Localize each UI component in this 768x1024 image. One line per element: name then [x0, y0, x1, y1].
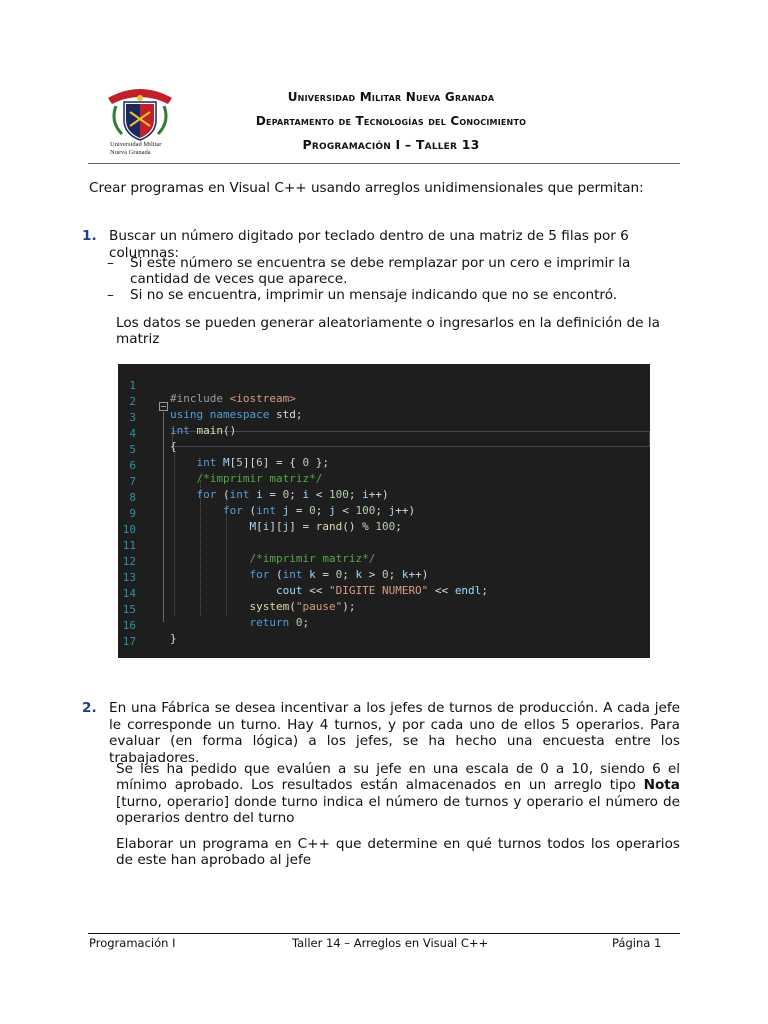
line-number: 15 [122, 603, 136, 616]
code-line: 15 return 0; [122, 603, 310, 629]
code-line: 14 system("pause"); [122, 587, 356, 613]
fold-guide [163, 412, 164, 622]
code-line: 4 { [118, 414, 145, 430]
line-number: 16 [122, 619, 136, 632]
line-number: 2 [129, 395, 136, 408]
bullet-dash: – [107, 287, 114, 303]
bullet-dash: – [107, 255, 114, 271]
code-line: 5 int M[5][6] = { 0 }; [118, 430, 145, 446]
item2-paragraph-1-end: [turno, operario] donde turno indica el número de turnos y operario el número de operarios dentro del turno [116, 793, 680, 827]
collapse-icon [159, 402, 168, 411]
line-number: 1 [129, 379, 136, 392]
header-divider [88, 163, 680, 164]
code-line: 7 for (int i = 0; i < 100; i++) [118, 462, 145, 478]
university-title: Universidad Militar Nueva Granada [287, 90, 495, 104]
code-screenshot [118, 364, 650, 658]
footer-right: Página 1 [612, 936, 662, 950]
item1-number: 1. [82, 228, 97, 244]
item1-bullet-2: Si no se encuentra, imprimir un mensaje indicando que no se encontró. [130, 287, 618, 303]
item2-text: En una Fábrica se desea incentivar a los jefes de turnos de producción. A cada jefe le corresponde un turno. Hay 4 turnos, y por cada uno de ellos 5 operarios. Para evaluar (en forma lógica) a los jefes, se ha hecho una encuesta entre los trabajadores. [109, 700, 680, 766]
line-number: 17 [122, 635, 136, 648]
code-line: 9 M[i][j] = rand() % 100; [118, 494, 145, 510]
line-number: 13 [122, 571, 136, 584]
logo-text-line1: Universidad Militar [110, 141, 162, 148]
code-line: 6 /*imprimir matriz*/ [118, 446, 145, 462]
line-number: 3 [129, 411, 136, 424]
code-line: 13 cout << "DIGITE NUMERO" << endl; [122, 571, 488, 597]
code-line: 8 for (int j = 0; j < 100; j++) [118, 478, 145, 494]
code-line [118, 622, 145, 648]
line-number: 14 [122, 587, 136, 600]
item2-paragraph-2: Elaborar un programa en C++ que determine en qué turnos todos los operarios de este han aprobado al jefe [116, 836, 680, 869]
item2-paragraph-1 [116, 761, 680, 827]
code-line: 2 using namespace std; [118, 382, 145, 398]
intro-text: Crear programas en Visual C++ usando arreglos unidimensionales que permitan: [89, 180, 644, 196]
line-number: 6 [129, 459, 136, 472]
line-number: 8 [129, 491, 136, 504]
logo-text [110, 141, 182, 156]
logo-text-line2: Nueva Granada [110, 148, 151, 156]
line-number: 12 [122, 555, 136, 568]
code-line: 16 } [122, 619, 177, 645]
line-number: 10 [122, 523, 136, 536]
line-number: 11 [122, 539, 136, 552]
code-line: 11 /*imprimir matriz*/ [122, 539, 376, 565]
nota-keyword: Nota [643, 777, 680, 794]
code-line: 1 #include <iostream> [118, 366, 145, 382]
current-line-highlight [172, 431, 650, 447]
footer-left: Programación I [89, 936, 176, 950]
item2-paragraph-1-start: Se les ha pedido que evalúen a su jefe en una escala de 0 a 10, siendo 6 el mínimo aprobado. Los resultados están almacenados en un arreglo tipo [116, 761, 680, 794]
code-line: 12 for (int k = 0; k > 0; k++) [122, 555, 429, 581]
item1-bullet-1: Si este número se encuentra se debe remplazar por un cero e imprimir la cantidad de veces que aparece. [130, 255, 631, 288]
course-title: Programación I – Taller 13 [302, 137, 480, 152]
footer-divider [88, 933, 680, 934]
line-number: 7 [129, 475, 136, 488]
department-title: Departamento de Tecnologías del Conocimiento [255, 114, 527, 128]
code-line: 3 int main() [118, 398, 145, 414]
line-number: 9 [129, 507, 136, 520]
item2-number: 2. [82, 700, 97, 716]
line-number: 5 [129, 443, 136, 456]
item1-text: Buscar un número digitado por teclado dentro de una matriz de 5 filas por 6 columnas: [109, 228, 629, 261]
code-line [118, 510, 145, 536]
line-number: 4 [129, 427, 136, 440]
footer-center: Taller 14 – Arreglos en Visual C++ [292, 936, 489, 950]
item1-note: Los datos se pueden generar aleatoriamente o ingresarlos en la definición de la matriz [116, 315, 660, 348]
